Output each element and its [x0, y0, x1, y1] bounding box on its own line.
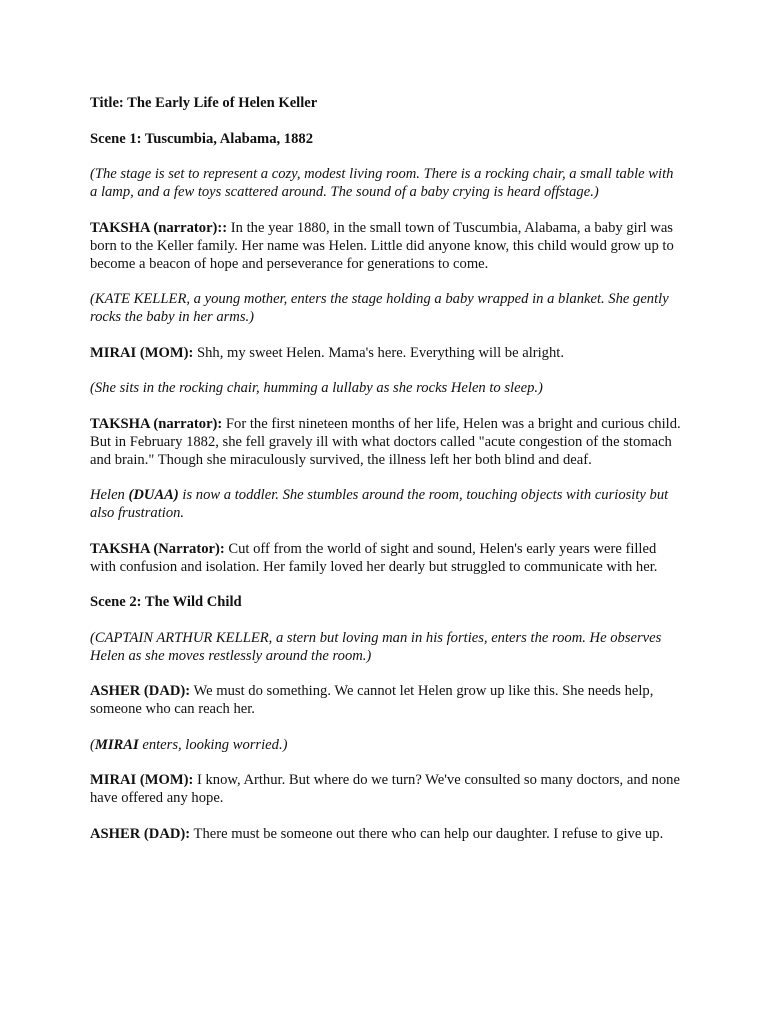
speaker-name: TAKSHA (narrator):: — [90, 219, 228, 236]
dialogue-taksha-2 — [90, 415, 682, 469]
dialogue-text: In the year 1880, in the small town of Tuscumbia, Alabama, a baby girl was born to the Keller family. Her name was Helen. Little did anyone know, this child would grow up to become a beacon of hope and perseverance for generations to come. — [90, 219, 674, 272]
stage-direction-4 — [90, 486, 682, 522]
direction-text: Helen — [90, 487, 129, 503]
dialogue-text: Shh, my sweet Helen. Mama's here. Everything will be alright. — [193, 344, 564, 361]
direction-text: is now a toddler. She stumbles around the room, touching objects with curiosity but also frustration. — [90, 487, 669, 521]
scene-2-heading: Scene 2: The Wild Child — [90, 594, 242, 610]
scene-1-heading: Scene 1: Tuscumbia, Alabama, 1882 — [90, 130, 313, 147]
dialogue-text: Cut off from the world of sight and sound, Helen's early years were filled with confusion and isolation. Her family loved her dearly but struggled to communicate with her. — [90, 540, 658, 575]
speaker-name: TAKSHA (narrator): — [90, 415, 223, 432]
direction-text: enters, looking worried.) — [138, 736, 288, 753]
speaker-name: MIRAI (MOM): — [90, 772, 194, 788]
actor-name: (DUAA) — [128, 487, 179, 503]
stage-direction-1: (The stage is set to represent a cozy, modest living room. There is a rocking chair, a small table with a lamp, and a few toys scattered around. The sound of a baby crying is heard offstage.) — [90, 166, 674, 200]
document-page — [90, 94, 682, 860]
direction-text: ( — [90, 736, 95, 753]
dialogue-mirai-2 — [90, 771, 682, 807]
dialogue-taksha-1 — [90, 219, 682, 273]
dialogue-taksha-3 — [90, 540, 682, 576]
stage-direction-6 — [90, 736, 682, 754]
speaker-name: ASHER (DAD): — [90, 683, 191, 699]
dialogue-text: For the first nineteen months of her life, Helen was a bright and curious child. But in February 1882, she fell gravely ill with what doctors called "acute congestion of the stomach and brain." Though she miraculously survived, the illness left her both blind and deaf. — [90, 415, 681, 468]
dialogue-text: I know, Arthur. But where do we turn? We've consulted so many doctors, and none have offered any hope. — [90, 772, 680, 806]
dialogue-mirai-1 — [90, 344, 682, 362]
stage-direction-3: (She sits in the rocking chair, humming a lullaby as she rocks Helen to sleep.) — [90, 380, 543, 396]
actor-name: MIRAI — [94, 736, 139, 753]
speaker-name: MIRAI (MOM): — [90, 344, 194, 361]
dialogue-text: There must be someone out there who can help our daughter. I refuse to give up. — [190, 825, 664, 842]
dialogue-asher-2 — [90, 825, 682, 843]
dialogue-asher-1 — [90, 682, 682, 718]
speaker-name: ASHER (DAD): — [90, 825, 191, 842]
speaker-name: TAKSHA (Narrator): — [90, 540, 225, 557]
stage-direction-5: (CAPTAIN ARTHUR KELLER, a stern but loving man in his forties, enters the room. He observes Helen as she moves restlessly around the room.) — [90, 629, 662, 664]
document-title: Title: The Early Life of Helen Keller — [90, 95, 318, 111]
dialogue-text: We must do something. We cannot let Helen grow up like this. She needs help, someone who can reach her. — [90, 683, 654, 717]
stage-direction-2: (KATE KELLER, a young mother, enters the stage holding a baby wrapped in a blanket. She gently rocks the baby in her arms.) — [90, 291, 669, 325]
